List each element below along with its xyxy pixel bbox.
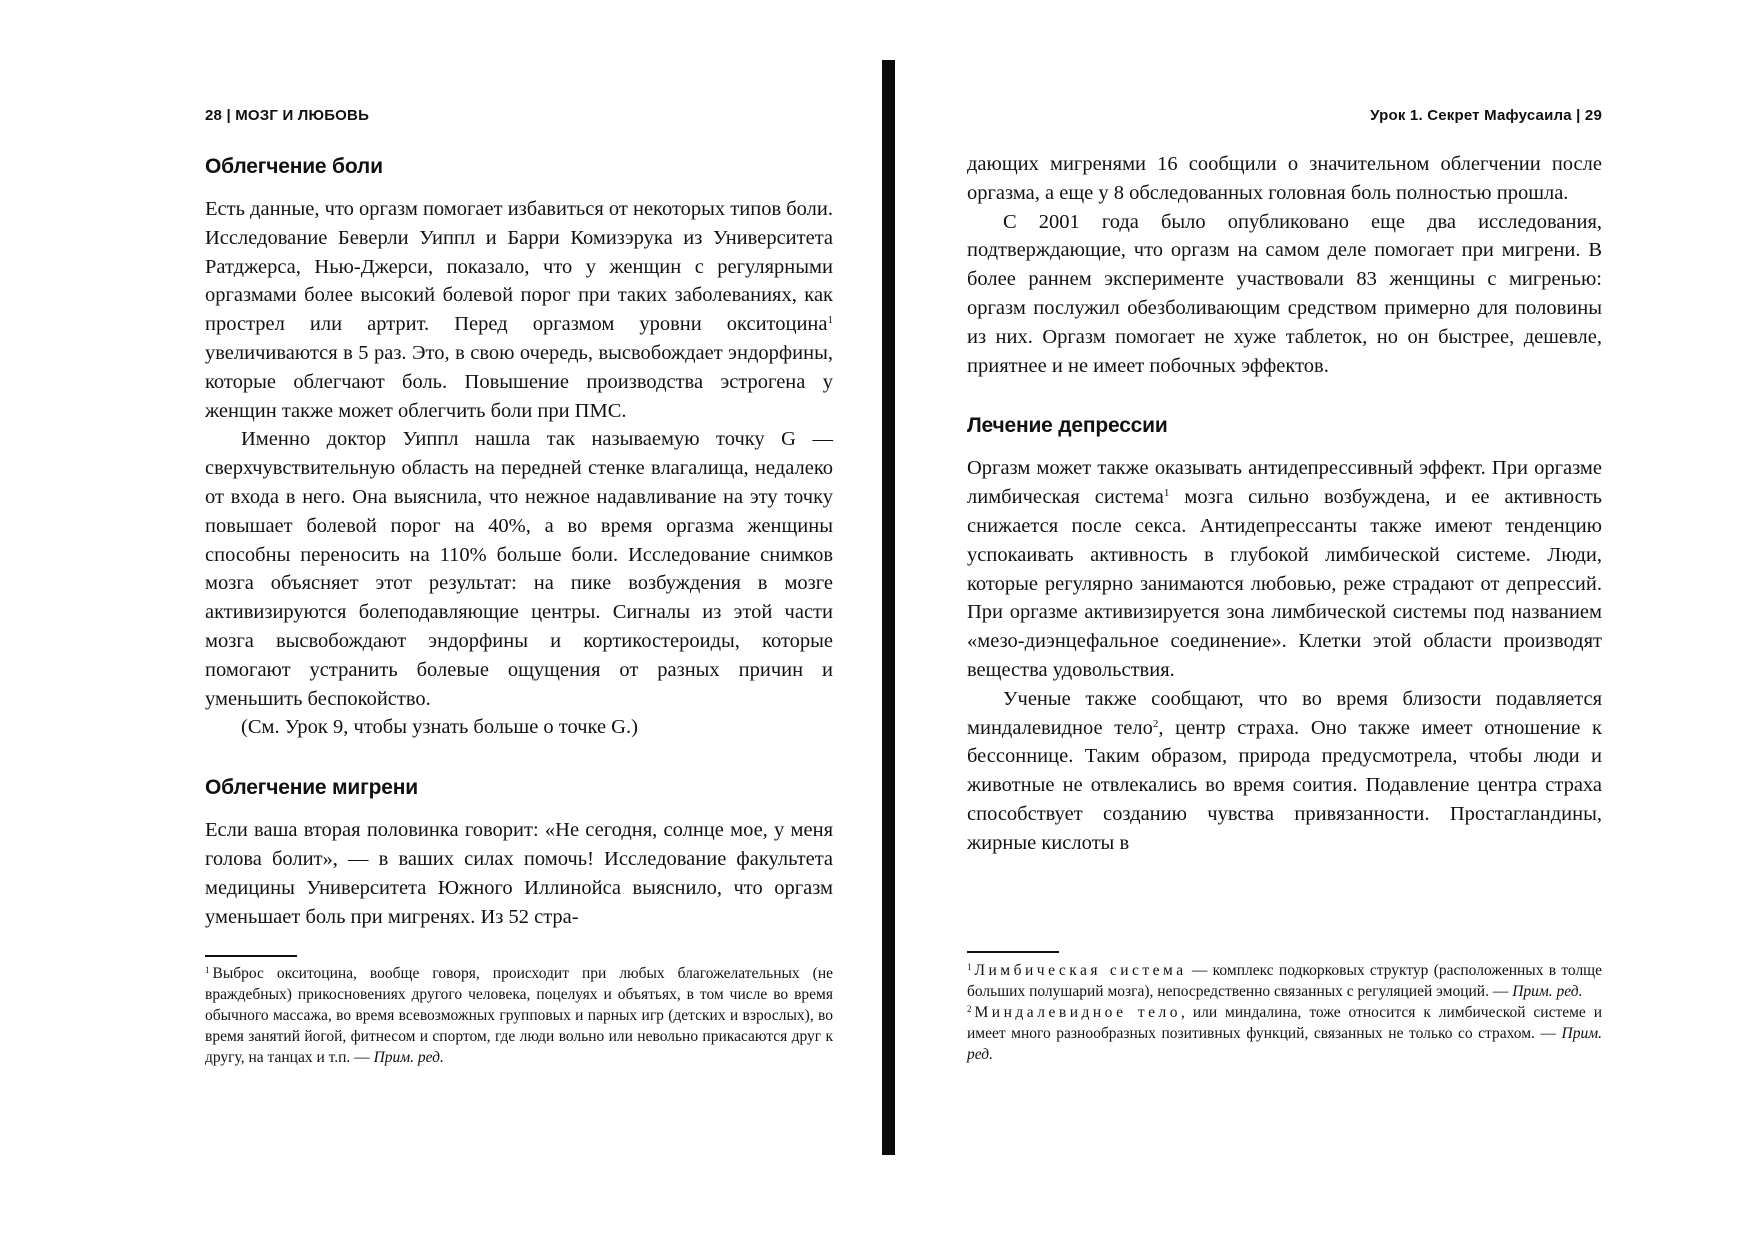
editor-note: Прим. ред. bbox=[1512, 983, 1583, 1000]
footnote-text: , или миндалина, тоже относится к лимбической системе и имеет много разнообразных позитивных функций, связанных не только со страхом. — bbox=[967, 1004, 1603, 1042]
section-heading: Облегчение мигрени bbox=[205, 776, 418, 800]
editor-note: Прим. ред. bbox=[373, 1049, 444, 1066]
paragraph-text: Ученые также сообщают, что во время близости подавляется миндалевидное тело bbox=[967, 687, 1602, 739]
binding-gutter-shadow bbox=[882, 60, 895, 1155]
section-heading: Облегчение боли bbox=[205, 155, 383, 178]
paragraph: Именно доктор Уиппл нашла так называемую точку G — сверхчувствительную область на передней стенке влагалища, недалеко от входа в него. Она выяснила, что нежное надавливание на эту точку повышает болевой порог на 40%, а во время оргазма женщины способны переносить на 110% больше боли. Исследование снимков мозга объясняет этот результат: на пике возбуждения в мозге активизируются болеподавляющие центры. Сигналы из этой части мозга высвобождают эндорфины и кортикостероиды, которые помогают устранить болевые ощущения от разных причин и уменьшить беспокойство. bbox=[205, 428, 833, 710]
footnote-rule bbox=[967, 951, 1059, 953]
section-heading: Лечение депрессии bbox=[967, 414, 1168, 438]
section-gap bbox=[205, 742, 833, 774]
footnote-ref[interactable]: 1 bbox=[827, 314, 833, 327]
paragraph-text: Оргазм может также оказывать антидепрессивный эффект. При оргазме лимбическая система bbox=[967, 457, 1602, 509]
footnote-term: Миндалевидное тело bbox=[974, 1004, 1182, 1021]
footnote-term: Лимбическая система bbox=[974, 962, 1187, 979]
paragraph: (См. Урок 9, чтобы узнать больше о точке G.) bbox=[241, 716, 638, 739]
paragraph-text: увеличиваются в 5 раз. Это, в свою очередь, высвобождает эндорфины, которые облегчают боль. Повышение производства эстрогена у женщин также может облегчить боли при ПМС. bbox=[205, 341, 833, 422]
paragraph bbox=[967, 685, 1602, 858]
running-head-left: 28 | МОЗГ И ЛЮБОВЬ bbox=[205, 107, 370, 124]
paragraph bbox=[967, 454, 1602, 684]
footnote-text: — комплекс подкорковых структур (расположенных в толще больших полушарий мозга), непосредственно связанных с регуляцией эмоций. — bbox=[967, 962, 1602, 1000]
section-gap bbox=[967, 380, 1602, 412]
running-head-right: Урок 1. Секрет Мафусаила | 29 bbox=[1370, 107, 1602, 124]
footnote-rule bbox=[205, 955, 297, 957]
paragraph: дающих мигренями 16 сообщили о значительном облегчении после оргазма, а еще у 8 обследованных головная боль полностью прошла. bbox=[967, 153, 1602, 204]
footnotes-right bbox=[967, 960, 1602, 1065]
footnote-number: 1 bbox=[967, 962, 972, 972]
paragraph-text: Есть данные, что оргазм помогает избавиться от некоторых типов боли. Исследование Беверли Уиппл и Барри Комизэрука из Университета Ратджерса, Нью-Джерси, показало, что у женщин с регулярными оргазмами более высокий болевой порог при таких заболеваниях, как прострел или артрит. Перед оргазмом уровни окситоцина bbox=[205, 198, 833, 336]
footnote-number: 2 bbox=[967, 1004, 972, 1014]
footnote bbox=[967, 1002, 1602, 1065]
footnote-ref[interactable]: 2 bbox=[1152, 717, 1159, 730]
footnote-ref[interactable]: 1 bbox=[1163, 487, 1170, 500]
left-page-body bbox=[205, 153, 833, 931]
footnote bbox=[205, 963, 833, 1068]
paragraph-text: , центр страха. Оно также имеет отношение к бессоннице. Таким образом, природа предусмотрела, чтобы люди и животные не отвлекались во время соития. Подавление центра страха способствует созданию чувства привязанности. Простагландины, жирные кислоты в bbox=[967, 716, 1602, 854]
footnotes-left bbox=[205, 963, 833, 1068]
paragraph-text: мозга сильно возбуждена, и ее активность снижается после секса. Антидепрессанты также имеют тенденцию успокаивать активность в глубокой лимбической системе. Люди, которые регулярно занимаются любовью, реже страдают от депрессий. При оргазме активизируется зона лимбической системы под названием «мезо-диэнцефальное соединение». Клетки этой области производят вещества удовольствия. bbox=[967, 486, 1602, 681]
right-page-body bbox=[967, 150, 1602, 858]
footnote-text: Выброс окситоцина, вообще говоря, происходит при любых благожелательных (не враждебных) прикосновениях другого человека, поцелуях и объятьях, в том числе во время обычного массажа, во время всевозможных групповых и парных игр (детских и взрослых), во время занятий йогой, фитнесом и спортом, где люди вольно или невольно прикасаются друг к другу, на танцах и т.п. — bbox=[205, 965, 833, 1066]
footnote bbox=[967, 960, 1602, 1002]
footnote-number: 1 bbox=[205, 965, 210, 975]
binding-gutter-shadow-tail bbox=[889, 1100, 893, 1155]
paragraph bbox=[205, 195, 833, 425]
paragraph: С 2001 года было опубликовано еще два исследования, подтверждающие, что оргазм на самом деле помогает при мигрени. В более раннем эксперименте участвовали 83 женщины с мигренью: оргазм послужил обезболивающим средством примерно для половины из них. Оргазм помогает не хуже таблеток, но он быстрее, дешевле, приятнее и не имеет побочных эффектов. bbox=[967, 210, 1602, 377]
paragraph: Если ваша вторая половинка говорит: «Не сегодня, солнце мое, у меня голова болит», — в ваших силах помочь! Исследование факультета медицины Университета Южного Иллинойса выяснило, что оргазм уменьшает боль при мигренях. Из 52 стра- bbox=[205, 819, 833, 928]
editor-note: Прим. ред. bbox=[967, 1025, 1602, 1063]
